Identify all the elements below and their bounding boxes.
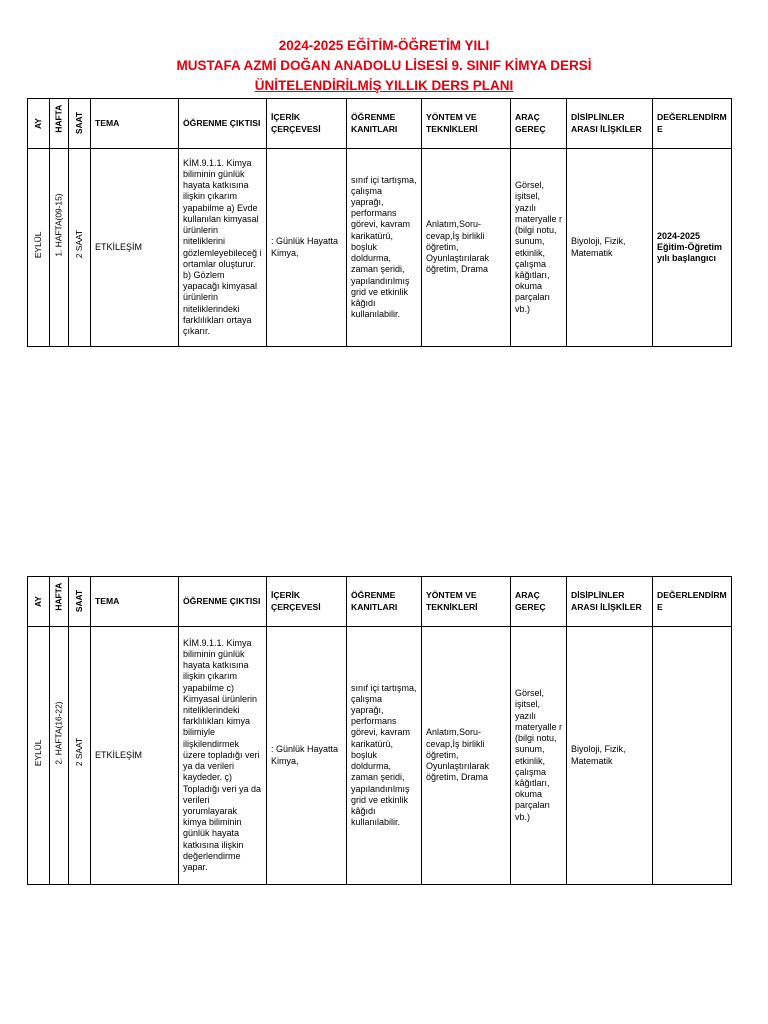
cell-yontem: Anlatım,Soru-cevap,İş birlikli öğretim, Oyunlaştırılarak öğretim, Drama [422, 627, 511, 885]
col-kanitlar: ÖĞRENME KANITLARI [347, 99, 422, 149]
cell-saat: 2 SAAT [69, 149, 91, 347]
table-header-row [28, 99, 732, 149]
col-degerlendirme: DEĞERLENDİRM E [653, 577, 732, 627]
cell-disiplin: Biyoloji, Fizik, Matematik [567, 627, 653, 885]
cell-kanitlar: sınıf içi tartışma, çalışma yaprağı, performans görevi, kavram karikatürü, boşluk doldurma, zaman şeridi, yapılandırılmış grid ve etkinlik kâğıdı kullanılabilir. [347, 627, 422, 885]
col-saat: SAAT [69, 577, 91, 627]
col-ay: AY [28, 577, 50, 627]
plan-table-week-1 [27, 98, 732, 347]
cell-degerlendirme [653, 627, 732, 885]
cell-yontem: Anlatım,Soru-cevap,İş birlikli öğretim, Oyunlaştırılarak öğretim, Drama [422, 149, 511, 347]
col-hafta: HAFTA [50, 577, 69, 627]
header-plan-title: ÜNİTELENDİRİLMİŞ YILLIK DERS PLANI [254, 78, 514, 93]
cell-icerik: : Günlük Hayatta Kimya, [267, 149, 347, 347]
cell-arac: Görsel, işitsel, yazılı materyalle r (bilgi notu, sunum, etkinlik, çalışma kâğıtları, okuma parçaları vb.) [511, 627, 567, 885]
table-row [28, 149, 732, 347]
col-ogrenme-ciktisi: ÖĞRENME ÇIKTISI [179, 99, 267, 149]
col-arac: ARAÇ GEREÇ [511, 577, 567, 627]
col-hafta: HAFTA [50, 99, 69, 149]
header-year: 2024-2025 EĞİTİM-ÖĞRETİM YILI [278, 38, 490, 53]
cell-saat: 2 SAAT [69, 627, 91, 885]
table-header-row [28, 577, 732, 627]
col-saat: SAAT [69, 99, 91, 149]
cell-kanitlar: sınıf içi tartışma, çalışma yaprağı, performans görevi, kavram karikatürü, boşluk doldurma, zaman şeridi, yapılandırılmış grid ve etkinlik kâğıdı kullanılabilir. [347, 149, 422, 347]
cell-arac: Görsel, işitsel, yazılı materyalle r (bilgi notu, sunum, etkinlik, çalışma kâğıtları, okuma parçaları vb.) [511, 149, 567, 347]
plan-table-week-2 [27, 576, 732, 885]
cell-tema: ETKİLEŞİM [91, 149, 179, 347]
col-degerlendirme: DEĞERLENDİRM E [653, 99, 732, 149]
cell-ay: EYLÜL [28, 627, 50, 885]
col-kanitlar: ÖĞRENME KANITLARI [347, 577, 422, 627]
cell-tema: ETKİLEŞİM [91, 627, 179, 885]
cell-disiplin: Biyoloji, Fizik, Matematik [567, 149, 653, 347]
col-yontem: YÖNTEM VE TEKNİKLERİ [422, 99, 511, 149]
cell-icerik: : Günlük Hayatta Kimya, [267, 627, 347, 885]
col-arac: ARAÇ GEREÇ [511, 99, 567, 149]
col-yontem: YÖNTEM VE TEKNİKLERİ [422, 577, 511, 627]
col-icerik: İÇERİK ÇERÇEVESİ [267, 99, 347, 149]
cell-hafta: 2. HAFTA(16-22) [50, 627, 69, 885]
col-tema: TEMA [91, 99, 179, 149]
col-ogrenme-ciktisi: ÖĞRENME ÇIKTISI [179, 577, 267, 627]
header-school-course: MUSTAFA AZMİ DOĞAN ANADOLU LİSESİ 9. SINIF KİMYA DERSİ [176, 58, 592, 73]
cell-hafta: 1. HAFTA(09-15) [50, 149, 69, 347]
col-icerik: İÇERİK ÇERÇEVESİ [267, 577, 347, 627]
cell-ogrenme-ciktisi: KİM.9.1.1. Kimya biliminin günlük hayata katkısına ilişkin çıkarım yapabilme c) Kimyasal ürünlerin niteliklerindeki farklılıkları kimya bilimiyle ilişkilendirmek üzere topladığı veri ya da verileri kaydeder. ç) Topladığı veri ya da verileri yorumlayarak kimya biliminin günlük hayata katkısına ilişkin değerlendirme yapar. [179, 627, 267, 885]
col-disiplin: DİSİPLİNLER ARASI İLİŞKİLER [567, 99, 653, 149]
col-ay: AY [28, 99, 50, 149]
col-disiplin: DİSİPLİNLER ARASI İLİŞKİLER [567, 577, 653, 627]
cell-ogrenme-ciktisi: KİM.9.1.1. Kimya biliminin günlük hayata katkısına ilişkin çıkarım yapabilme a) Evde kullanılan kimyasal ürünlerin niteliklerini gözlemleyebileceğ i ortamlar oluşturur. b) Gözlem yapacağı kimyasal ürünlerin niteliklerindeki farklılıkları ortaya çıkarır. [179, 149, 267, 347]
cell-degerlendirme: 2024-2025 Eğitim-Öğretim yılı başlangıcı [653, 149, 732, 347]
document-header [0, 36, 768, 96]
cell-ay: EYLÜL [28, 149, 50, 347]
table-row [28, 627, 732, 885]
col-tema: TEMA [91, 577, 179, 627]
